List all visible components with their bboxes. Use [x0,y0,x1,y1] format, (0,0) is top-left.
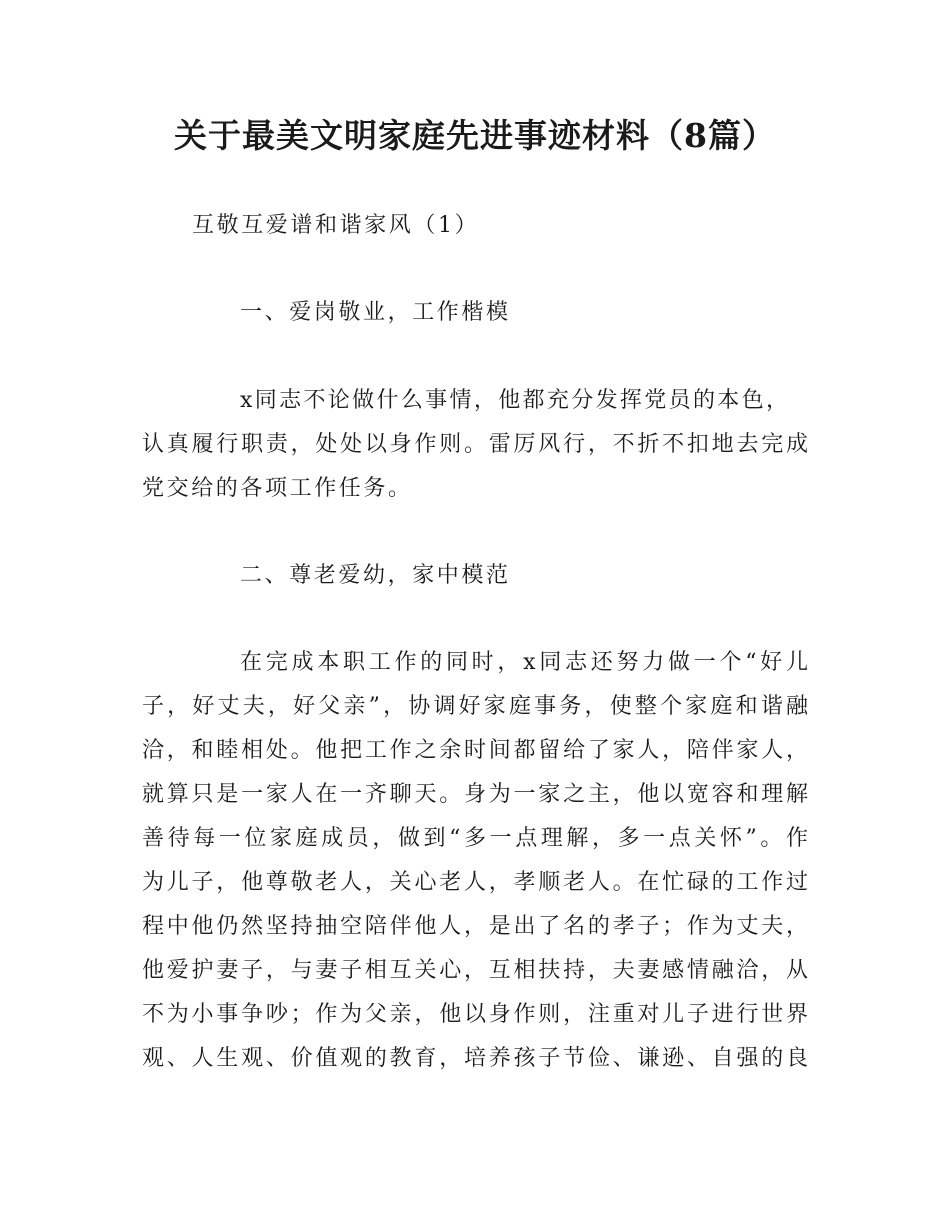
paragraph-line: x同志不论做什么事情，他都充分发挥党员的本色， [240,388,788,413]
paragraph-line: 认真履行职责，处处以身作则。雷厉风行，不折不扣地去完成 [142,432,808,457]
section-heading: 二、尊老爱幼，家中模范 [240,563,511,588]
paragraph-line: 子，好丈夫，好父亲”，协调好家庭事务，使整个家庭和谐融 [142,694,808,719]
section-heading: 一、爱岗敬业，工作楷模 [240,300,511,325]
paragraph-line: 他爱护妻子，与妻子相互关心，互相扶持，夫妻感情融洽，从 [142,958,808,983]
paragraph-line: 善待每一位家庭成员，做到“多一点理解，多一点关怀”。作 [142,826,808,851]
document-title: 关于最美文明家庭先进事迹材料（8篇） [174,116,776,155]
paragraph-line: 观、人生观、价值观的教育，培养孩子节俭、谦逊、自强的良 [142,1046,808,1071]
paragraph-line: 就算只是一家人在一齐聊天。身为一家之主，他以宽容和理解 [142,782,808,807]
paragraph-line: 为儿子，他尊敬老人，关心老人，孝顺老人。在忙碌的工作过 [142,870,808,895]
document-subtitle: 互敬互爱谱和谐家风（1） [192,213,480,238]
paragraph-line: 洽，和睦相处。他把工作之余时间都留给了家人，陪伴家人， [142,738,808,763]
paragraph-line: 不为小事争吵；作为父亲，他以身作则，注重对儿子进行世界 [142,1002,808,1027]
paragraph-line: 在完成本职工作的同时，x同志还努力做一个“好儿 [240,650,808,675]
paragraph-line: 党交给的各项工作任务。 [142,476,413,501]
paragraph-line: 程中他仍然坚持抽空陪伴他人，是出了名的孝子；作为丈夫， [142,914,808,939]
